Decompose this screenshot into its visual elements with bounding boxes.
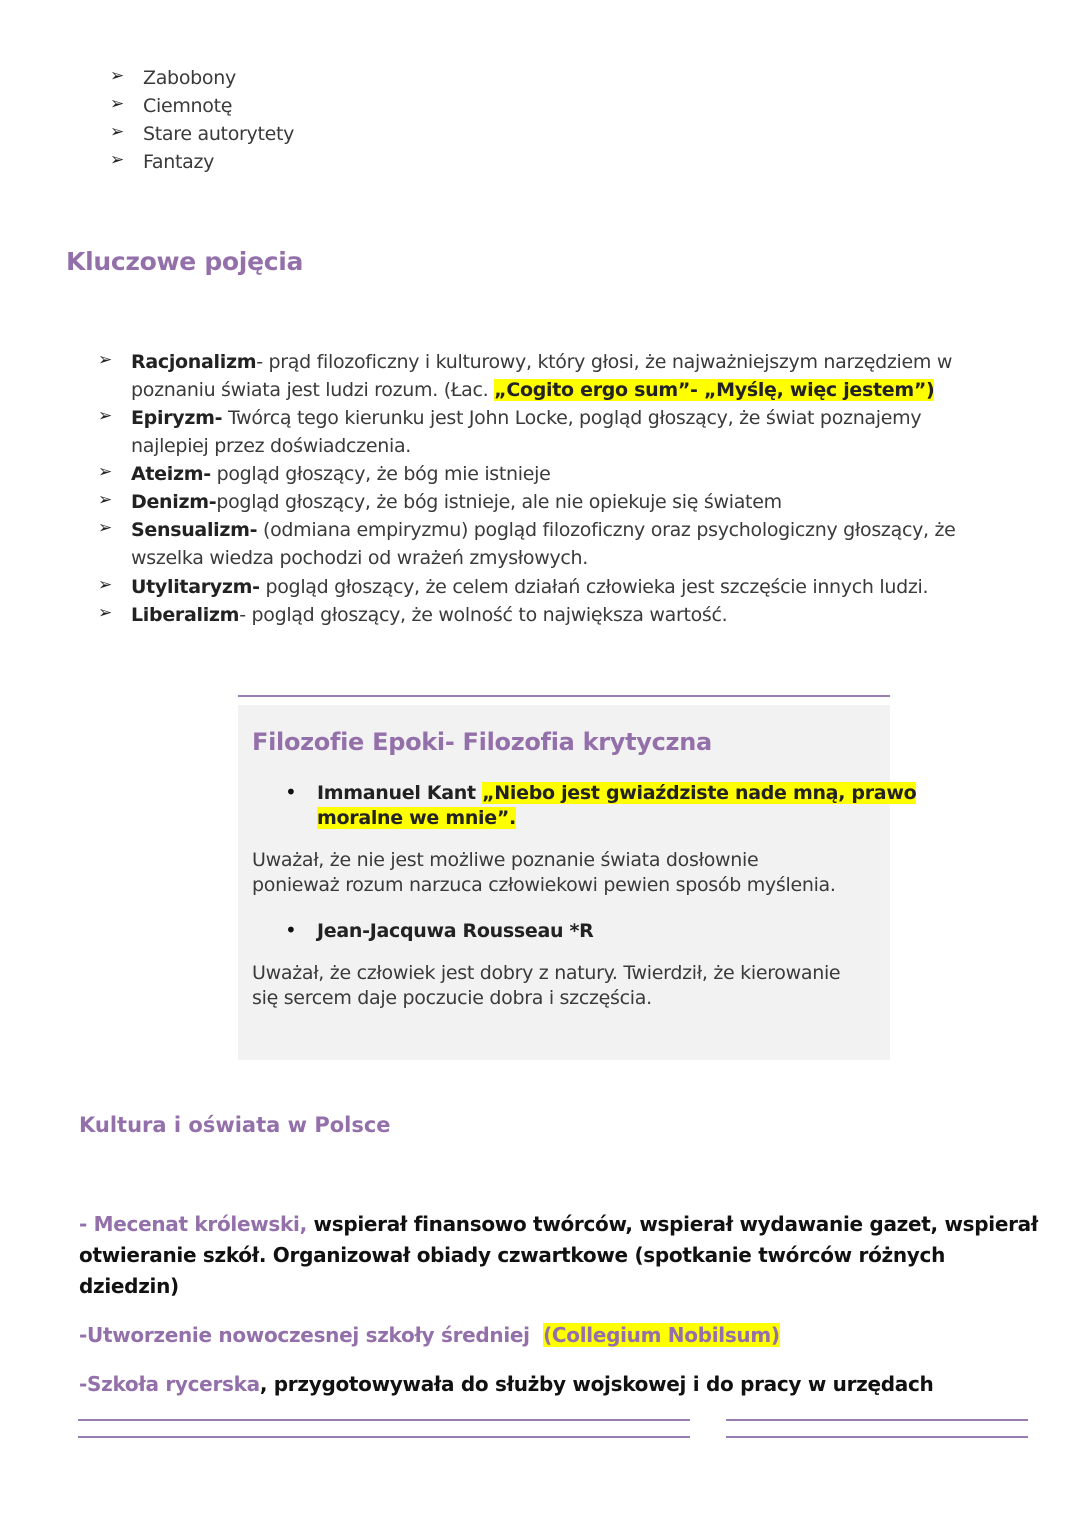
rousseau-name: Jean-Jacquwa Rousseau *R [317,920,594,942]
rousseau-desc-1: Uważał, że człowiek jest dobry z natury. Twierdził, że kierowanie [252,962,841,984]
culture-p1-l3: dziedzin) [79,1274,179,1298]
arrow-bullet-icon: ➢ [98,462,113,482]
term-denizm: Denizm-pogląd głoszący, że bóg istnieje, ale nie opiekuje się światem [131,491,782,513]
divider [238,695,890,697]
arrow-bullet-icon: ➢ [110,66,125,86]
arrow-bullet-icon: ➢ [110,122,125,142]
arrow-bullet-icon: ➢ [98,518,113,538]
culture-p2: -Utworzenie nowoczesnej szkoły średniej (Collegium Nobilsum) [79,1323,780,1347]
kant-desc-2: ponieważ rozum narzuca człowiekowi pewien sposób myślenia. [252,874,836,896]
culture-heading: Kultura i oświata w Polsce [79,1113,391,1137]
highlighted-name: (Collegium Nobilsum) [543,1323,780,1347]
kant-desc-1: Uważał, że nie jest możliwe poznanie świata dosłownie [252,849,759,871]
rousseau-desc-2: się sercem daje poczucie dobra i szczęścia. [252,987,652,1009]
list-item: Ciemnotę [143,95,233,117]
culture-p1-l1: - Mecenat królewski, wspierał finansowo twórców, wspierał wydawanie gazet, wspierał [79,1212,1038,1236]
term-sensualizm: Sensualizm- (odmiana empiryzmu) pogląd filozoficzny oraz psychologiczny głoszący, że [131,519,956,541]
section-heading: Kluczowe pojęcia [66,247,304,276]
kant-line-2: moralne we mnie”. [317,807,516,829]
divider [726,1419,1028,1421]
term-epiryzm: Epiryzm- Twórcą tego kierunku jest John Locke, pogląd głoszący, że świat poznajemy [131,407,922,429]
term-sensualizm-cont: wszelka wiedza pochodzi od wrażeń zmysłowych. [131,547,589,569]
list-item: Stare autorytety [143,123,295,145]
list-item: Fantazy [143,151,215,173]
term-racjonalizm: Racjonalizm- prąd filozoficzny i kulturowy, który głosi, że najważniejszym narzędziem w [131,351,953,373]
arrow-bullet-icon: ➢ [98,575,113,595]
culture-p1-l2: otwieranie szkół. Organizował obiady czwartkowe (spotkanie twórców różnych [79,1243,946,1267]
divider [726,1436,1028,1438]
term-utylitaryzm: Utylitaryzm- pogląd głoszący, że celem działań człowieka jest szczęście innych ludzi. [131,576,929,598]
culture-p3: -Szkoła rycerska, przygotowywała do służby wojskowej i do pracy w urzędach [79,1372,934,1396]
list-item: Zabobony [143,67,236,89]
term-liberalizm: Liberalizm- pogląd głoszący, że wolność to największa wartość. [131,604,728,626]
arrow-bullet-icon: ➢ [98,350,113,370]
divider [78,1436,690,1438]
term-racjonalizm-cont: poznaniu świata jest ludzi rozum. (Łac. „Cogito ergo sum”- „Myślę, więc jestem”) [131,379,935,401]
bullet-icon: • [285,918,297,942]
kant-line-1: Immanuel Kant „Niebo jest gwiaździste nade mną, prawo [317,782,917,804]
arrow-bullet-icon: ➢ [98,406,113,426]
arrow-bullet-icon: ➢ [110,150,125,170]
term-ateizm: Ateizm- pogląd głoszący, że bóg mie istnieje [131,463,551,485]
box-title: Filozofie Epoki- Filozofia krytyczna [252,728,712,756]
divider [78,1419,690,1421]
highlighted-quote: „Cogito ergo sum”- „Myślę, więc jestem”) [494,379,935,401]
arrow-bullet-icon: ➢ [110,94,125,114]
term-epiryzm-cont: najlepiej przez doświadczenia. [131,435,412,457]
arrow-bullet-icon: ➢ [98,603,113,623]
bullet-icon: • [285,780,297,804]
arrow-bullet-icon: ➢ [98,490,113,510]
